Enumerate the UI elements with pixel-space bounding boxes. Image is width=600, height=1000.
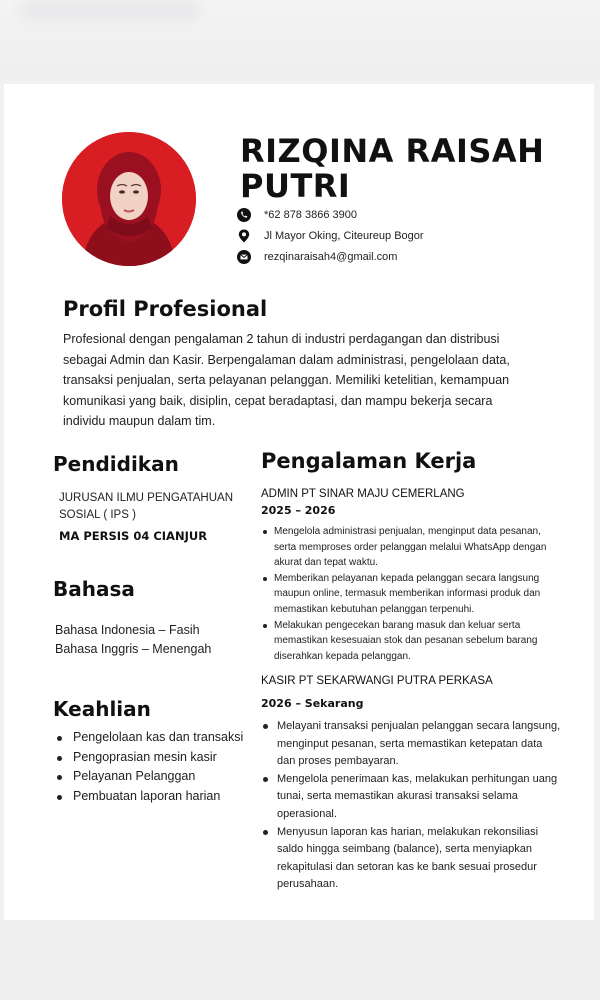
person-illustration — [62, 132, 196, 266]
name-line-1: RIZQINA RAISAH — [240, 132, 545, 170]
job-period: 2025 – 2026 — [261, 504, 336, 517]
experience-section-title: Pengalaman Kerja — [261, 449, 477, 473]
job-period: 2026 – Sekarang — [261, 697, 364, 710]
full-name — [240, 134, 580, 204]
skill-item: Pelayanan Pelanggan — [55, 767, 255, 787]
language-item: Bahasa Inggris – Menengah — [55, 642, 212, 656]
phone-icon — [237, 208, 251, 222]
job-duty: Mengelola administrasi penjualan, menginput data pesanan, serta memproses order pelanggan melalui WhatsApp dengan akurat dan tepat waktu. — [261, 524, 551, 571]
skills-section-title: Keahlian — [53, 697, 151, 721]
job-position: KASIR PT SEKARWANGI PUTRA PERKASA — [261, 675, 493, 687]
job-duty: Memberikan pelayanan kepada pelanggan secara langsung maupun online, termasuk memberikan informasi produk dan memastikan kebutuhan pelanggan terpenuhi. — [261, 571, 551, 618]
education-section-title: Pendidikan — [53, 452, 179, 476]
job-position: ADMIN PT SINAR MAJU CEMERLANG — [261, 488, 465, 500]
skills-list — [55, 728, 255, 806]
profile-photo — [62, 132, 196, 266]
job-duty: Melakukan pengecekan barang masuk dan keluar serta memastikan kesesuaian stok dan pesanan sebelum barang diserahkan kepada pelanggan. — [261, 618, 551, 665]
skill-item: Pembuatan laporan harian — [55, 787, 255, 807]
email-address: rezqinaraisah4@gmail.com — [264, 251, 398, 263]
phone-number: *62 878 3866 3900 — [264, 209, 357, 221]
job-duty: Mengelola penerimaan kas, melakukan perhitungan uang tunai, serta memastikan akurasi transaksi selama operasional. — [261, 771, 561, 824]
job-duties-list — [261, 718, 561, 894]
skill-item: Pengoprasian mesin kasir — [55, 748, 255, 768]
job-duties-list — [261, 524, 551, 664]
education-major: JURUSAN ILMU PENGATAHUAN SOSIAL ( IPS ) — [59, 492, 234, 521]
education-school: MA PERSIS 04 CIANJUR — [59, 529, 208, 543]
address-text: Jl Mayor Oking, Citeureup Bogor — [264, 230, 424, 242]
bottom-background — [0, 920, 600, 1000]
job-duty: Melayani transaksi penjualan pelanggan secara langsung, menginput pesanan, serta memastikan ketepatan data dan proses pembayaran. — [261, 718, 561, 771]
location-pin-icon — [237, 229, 251, 243]
email-icon — [237, 250, 251, 264]
skill-item: Pengelolaan kas dan transaksi — [55, 728, 255, 748]
name-line-2: PUTRI — [240, 167, 351, 205]
top-background — [0, 0, 600, 80]
language-section-title: Bahasa — [53, 577, 135, 601]
profile-summary: Profesional dengan pengalaman 2 tahun di industri perdagangan dan distribusi sebagai Admin dan Kasir. Berpengalaman dalam administrasi, pengelolaan data, transaksi penjualan, serta pelayanan pelanggan. Memiliki ketelitian, kemampuan komunikasi yang baik, disiplin, cepat beradaptasi, dan mampu bekerja secara individu maupun dalam tim. — [63, 332, 510, 428]
job-duty: Menyusun laporan kas harian, melakukan rekonsiliasi saldo hingga seimbang (balance), serta menyiapkan rekapitulasi dan setoran kas ke bank sesuai prosedur perusahaan. — [261, 824, 561, 894]
language-item: Bahasa Indonesia – Fasih — [55, 623, 200, 637]
profile-section-title: Profil Profesional — [63, 297, 268, 321]
resume-page — [4, 84, 594, 920]
